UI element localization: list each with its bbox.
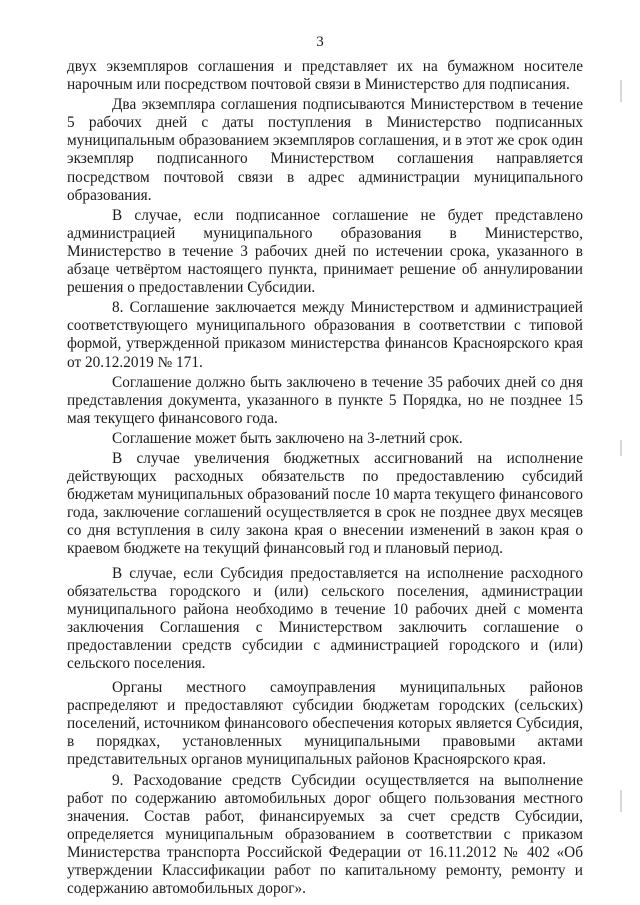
page-number: 3 [316, 34, 324, 50]
paragraph-cancellation: В случае, если подписанное соглашение не будет представлено администрацией муниципального образования в Министерство, Министерство в течение 3 рабочих дней по истечении срока, указанного в абзаце четвёртом настоящего пункта, принимает решение об аннулировании решения о предоставлении Субсидии. [67, 206, 583, 297]
paragraph-budget-increase: В случае увеличения бюджетных ассигнований на исполнение действующих расходных обязательств по предоставлению субсидий бюджетам муниципальных образований после 10 марта текущего финансового года, заключение соглашений осуществляется в срок не позднее двух месяцев со дня вступления в силу закона края о внесении изменений в закон края о краевом бюджете на текущий финансовый год и плановый период. [67, 449, 583, 558]
paragraph-item-8: 8. Соглашение заключается между Министерством и администрацией соответствующего муниципального образования в соответствии с типовой формой, утвержденной приказом министерства финансов Красноярского края от 20.12.2019 № 171. [67, 299, 583, 371]
paragraph-continuation: двух экземпляров соглашения и представляет их на бумажном носителе нарочным или посредством почтовой связи в Министерство для подписания. [67, 58, 583, 94]
paragraph-signing-term: Два экземпляра соглашения подписываются Министерством в течение 5 рабочих дней с даты поступления в Министерство подписанных муниципальным образованием экземпляров соглашения, и в этот же срок один экземпляр подписанного Министерством соглашения направляется посредством почтовой связи в адрес администрации муниципального образования. [67, 96, 583, 204]
paragraph-local-government: Органы местного самоуправления муниципальных районов распределяют и предоставляют субсидии бюджетам городских (сельских) поселений, источником финансового обеспечения которых является Субсидия, в порядках, установленных муниципальными правовыми актами представительных органов муниципальных районов Красноярского края. [67, 679, 583, 769]
paragraph-three-year-term: Соглашение может быть заключено на 3-летний срок. [112, 429, 463, 447]
paragraph-item-9: 9. Расходование средств Субсидии осуществляется на выполнение работ по содержанию автомобильных дорог общего пользования местного значения. Состав работ, финансируемых за счет средств Субсидии, определяется муниципальным образованием в соответствии с приказом Министерства транспорта Российской Федерации от 16.11.2012 № 402 «Об утверждении Классификации работ по капитальному ремонту, ремонту и содержанию автомобильных дорог». [67, 771, 583, 898]
document-body [67, 58, 583, 898]
scan-margin-mark [620, 80, 622, 102]
paragraph-conclusion-term: Соглашение должно быть заключено в течение 35 рабочих дней со дня представления документа, указанного в пункте 5 Порядка, но не позднее 15 мая текущего финансового года. [67, 373, 583, 427]
scan-margin-mark [620, 440, 622, 456]
scan-margin-mark [620, 790, 622, 812]
paragraph-settlement-subsidy: В случае, если Субсидия предоставляется на исполнение расходного обязательства городского и (или) сельского поселения, администрации муниципального района необходимо в течение 10 рабочих дней с момента заключения Соглашения с Министерством заключить соглашение о предоставлении средств субсидии с администрацией городского и (или) сельского поселения. [67, 564, 583, 672]
